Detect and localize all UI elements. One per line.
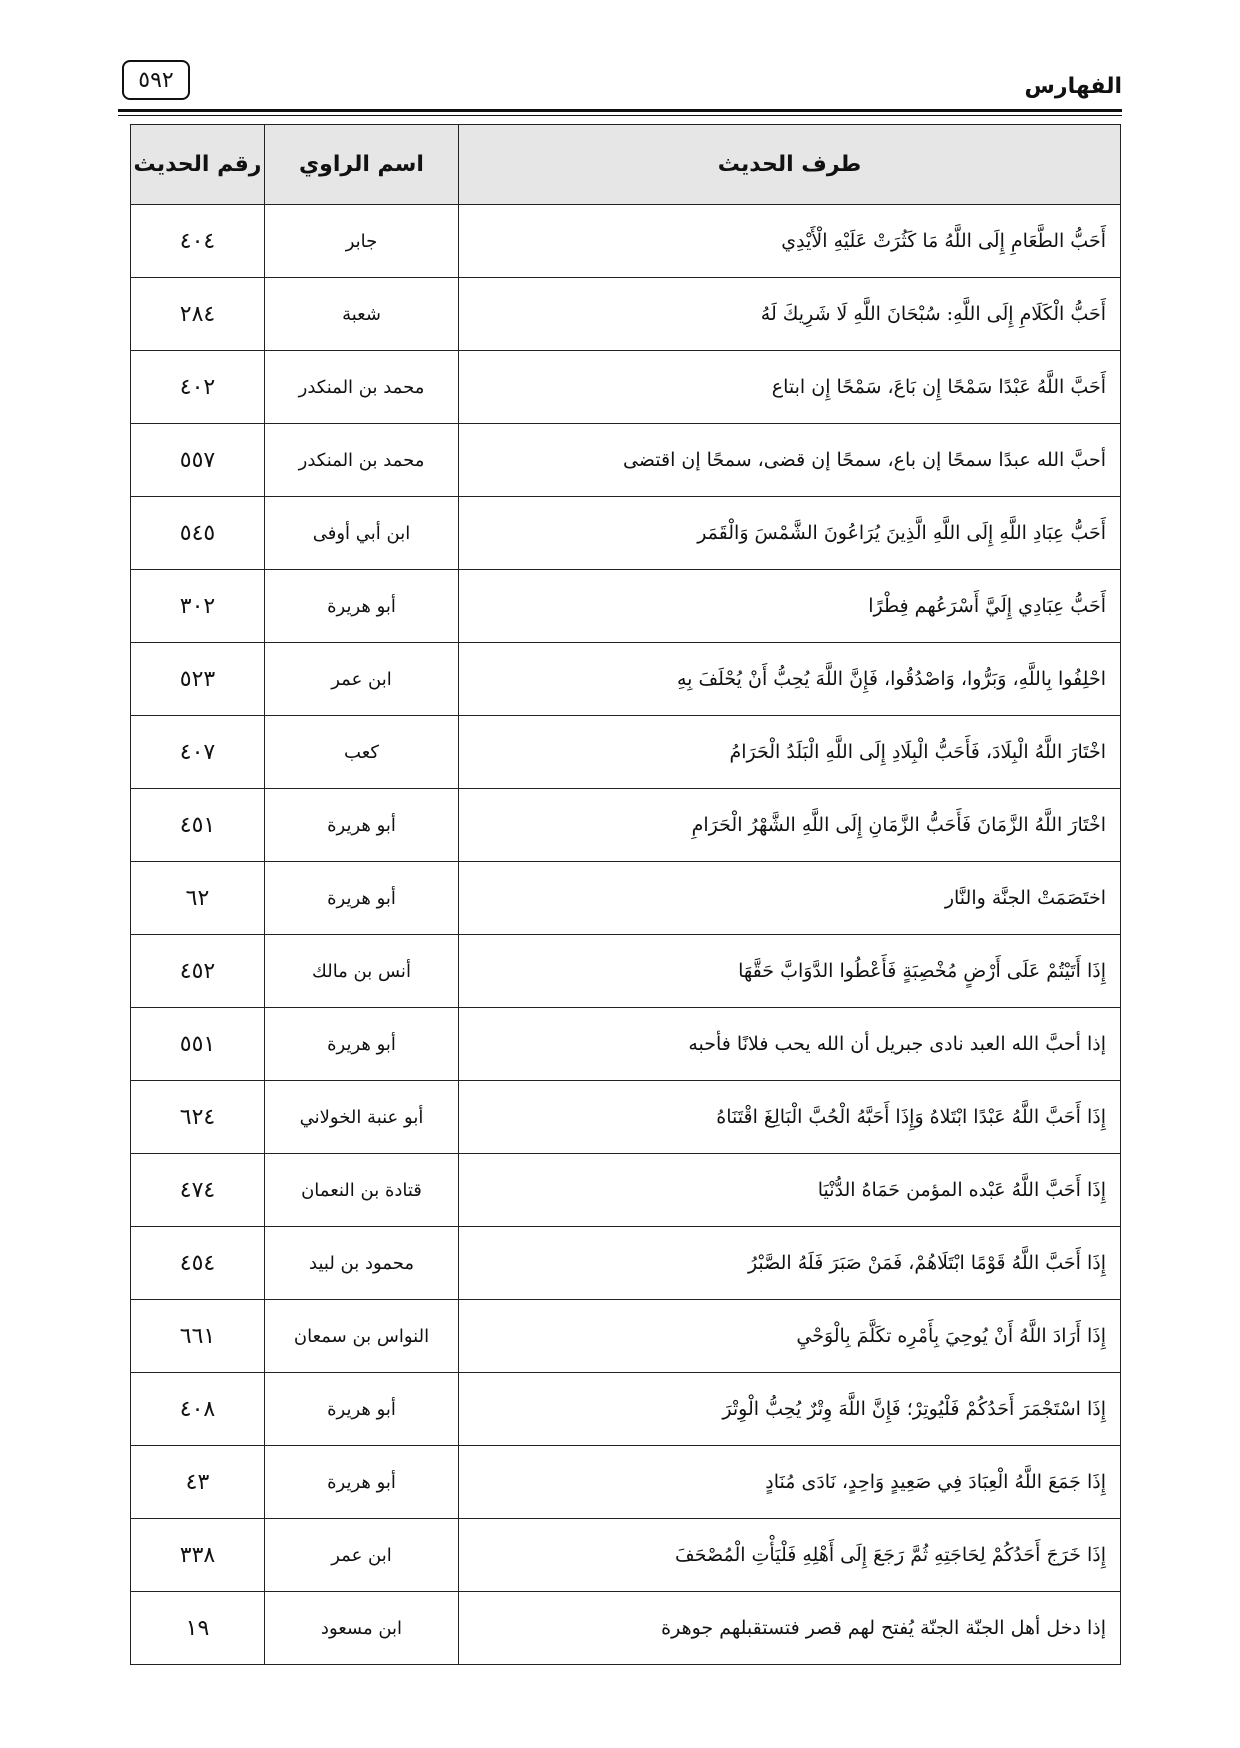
narrator-cell: محمد بن المنكدر	[265, 424, 459, 497]
table-row	[131, 1227, 1121, 1300]
narrator-cell: ابن عمر	[265, 643, 459, 716]
table-row	[131, 1446, 1121, 1519]
hadith-text-cell: أَحَبُّ الطَّعَامِ إِلَى اللَّهُ مَا كَثُرَتْ عَلَيْهِ الْأَيْدِي	[459, 205, 1121, 278]
table-row	[131, 205, 1121, 278]
table-body	[131, 205, 1121, 1665]
table-row	[131, 1008, 1121, 1081]
hadith-number-cell: ٤٣	[131, 1446, 265, 1519]
narrator-cell: أبو هريرة	[265, 570, 459, 643]
narrator-cell: ابن مسعود	[265, 1592, 459, 1665]
hadith-text-cell: إذا دخل أهل الجنّة الجنّة يُفتح لهم قصر فتستقبلهم جوهرة	[459, 1592, 1121, 1665]
table-row	[131, 1300, 1121, 1373]
narrator-cell: النواس بن سمعان	[265, 1300, 459, 1373]
narrator-cell: جابر	[265, 205, 459, 278]
hadith-number-cell: ٤٥٤	[131, 1227, 265, 1300]
hadith-number-cell: ٤٠٢	[131, 351, 265, 424]
header-narrator: اسم الراوي	[265, 125, 459, 205]
hadith-number-cell: ٣٣٨	[131, 1519, 265, 1592]
hadith-text-cell: احْلِفُوا بِاللَّهِ، وَبَرُّوا، وَاصْدُقُوا، فَإِنَّ اللَّهَ يُحِبُّ أَنْ يُحْلَفَ بِهِ	[459, 643, 1121, 716]
hadith-text-cell: أَحَبُّ عِبَادِي إِلَيَّ أَسْرَعُهم فِطْرًا	[459, 570, 1121, 643]
narrator-cell: ابن عمر	[265, 1519, 459, 1592]
table-row	[131, 716, 1121, 789]
hadith-number-cell: ٦٢٤	[131, 1081, 265, 1154]
narrator-cell: شعبة	[265, 278, 459, 351]
hadith-number-cell: ٤٠٨	[131, 1373, 265, 1446]
hadith-text-cell: أحبَّ الله عبدًا سمحًا إن باع، سمحًا إن قضى، سمحًا إن اقتضى	[459, 424, 1121, 497]
hadith-number-cell: ٥٥٧	[131, 424, 265, 497]
hadith-number-cell: ٤٥٢	[131, 935, 265, 1008]
header-rule-thick	[118, 109, 1122, 112]
hadith-number-cell: ٤٠٧	[131, 716, 265, 789]
narrator-cell: كعب	[265, 716, 459, 789]
hadith-number-cell: ٥٤٥	[131, 497, 265, 570]
table-row	[131, 1373, 1121, 1446]
narrator-cell: أبو هريرة	[265, 1373, 459, 1446]
hadith-number-cell: ١٩	[131, 1592, 265, 1665]
narrator-cell: أبو عنبة الخولاني	[265, 1081, 459, 1154]
header-rule-thin	[118, 115, 1122, 116]
hadith-text-cell: أَحَبُّ عِبَادِ اللَّهِ إِلَى اللَّهِ الَّذِينَ يُرَاعُونَ الشَّمْسَ وَالْقَمَر	[459, 497, 1121, 570]
table-row	[131, 643, 1121, 716]
table-row	[131, 1154, 1121, 1227]
hadith-text-cell: أَحَبَّ اللَّهُ عَبْدًا سَمْحًا إِن بَاعَ، سَمْحًا إِن ابتاع	[459, 351, 1121, 424]
hadith-number-cell: ٤٥١	[131, 789, 265, 862]
narrator-cell: أبو هريرة	[265, 1008, 459, 1081]
table-row	[131, 1592, 1121, 1665]
hadith-text-cell: إِذَا أَحَبَّ اللَّهُ عَبْده المؤمن حَمَاهُ الدُّنْيَا	[459, 1154, 1121, 1227]
table-row	[131, 351, 1121, 424]
narrator-cell: ابن أبي أوفى	[265, 497, 459, 570]
hadith-number-cell: ٥٥١	[131, 1008, 265, 1081]
table-row	[131, 570, 1121, 643]
hadith-text-cell: إِذَا أَحَبَّ اللَّهُ قَوْمًا ابْتَلَاهُمْ، فَمَنْ صَبَرَ فَلَهُ الصَّبْرُ	[459, 1227, 1121, 1300]
hadith-text-cell: إِذَا أَرَادَ اللَّهُ أَنْ يُوحِيَ بِأَمْرِه تكَلَّمَ بِالْوَحْيِ	[459, 1300, 1121, 1373]
hadith-text-cell: إذا أحبَّ الله العبد نادى جبريل أن الله يحب فلانًا فأحبه	[459, 1008, 1121, 1081]
narrator-cell: أبو هريرة	[265, 862, 459, 935]
header-hadith-text: طرف الحديث	[459, 125, 1121, 205]
narrator-cell: أبو هريرة	[265, 1446, 459, 1519]
header-hadith-number: رقم الحديث	[131, 125, 265, 205]
hadith-text-cell: اخْتَارَ اللَّهُ الزَّمَانَ فَأَحَبُّ الزَّمَانِ إِلَى اللَّهِ الشَّهْرُ الْحَرَامِ	[459, 789, 1121, 862]
narrator-cell: أنس بن مالك	[265, 935, 459, 1008]
hadith-number-cell: ٣٠٢	[131, 570, 265, 643]
hadith-text-cell: إِذَا خَرَجَ أَحَدُكُمْ لِحَاجَتِهِ ثُمَّ رَجَعَ إِلَى أَهْلِهِ فَلْيَأْتِ الْمُصْحَفَ	[459, 1519, 1121, 1592]
hadith-number-cell: ٥٢٣	[131, 643, 265, 716]
hadith-number-cell: ٦٦١	[131, 1300, 265, 1373]
hadith-number-cell: ٢٨٤	[131, 278, 265, 351]
hadith-index-table	[130, 124, 1121, 1665]
table-row	[131, 497, 1121, 570]
hadith-number-cell: ٤٠٤	[131, 205, 265, 278]
hadith-text-cell: إِذَا أَتَيْتُمْ عَلَى أَرْضٍ مُخْصِبَةٍ فَأَعْطُوا الدَّوَابَّ حَقَّهَا	[459, 935, 1121, 1008]
narrator-cell: أبو هريرة	[265, 789, 459, 862]
table-row	[131, 278, 1121, 351]
table-row	[131, 1519, 1121, 1592]
table-row	[131, 935, 1121, 1008]
hadith-text-cell: اخْتَارَ اللَّهُ الْبِلَادَ، فَأَحَبُّ الْبِلَادِ إِلَى اللَّهِ الْبَلَدُ الْحَرَامُ	[459, 716, 1121, 789]
table-row	[131, 1081, 1121, 1154]
hadith-number-cell: ٦٢	[131, 862, 265, 935]
narrator-cell: محمد بن المنكدر	[265, 351, 459, 424]
table-row	[131, 424, 1121, 497]
hadith-text-cell: إِذَا أَحَبَّ اللَّهُ عَبْدًا ابْتَلاهُ وَإِذَا أَحَبَّهُ الْحُبَّ الْبَالِغَ اقْتَنَاهُ	[459, 1081, 1121, 1154]
table-row	[131, 862, 1121, 935]
hadith-text-cell: أَحَبُّ الْكَلَامِ إِلَى اللَّهِ: سُبْحَانَ اللَّهِ لَا شَرِيكَ لَهُ	[459, 278, 1121, 351]
hadith-text-cell: اختَصَمَتْ الجنَّة والنَّار	[459, 862, 1121, 935]
table-row	[131, 789, 1121, 862]
section-title: الفهارس	[1024, 74, 1122, 99]
hadith-text-cell: إِذَا جَمَعَ اللَّهُ الْعِبَادَ فِي صَعِيدٍ وَاحِدٍ، نَادَى مُنَادٍ	[459, 1446, 1121, 1519]
page-number: ٥٩٢	[122, 60, 190, 100]
hadith-text-cell: إِذَا اسْتَجْمَرَ أَحَدُكُمْ فَلْيُوتِرْ؛ فَإِنَّ اللَّهَ وِتْرٌ يُحِبُّ الْوِتْرَ	[459, 1373, 1121, 1446]
narrator-cell: قتادة بن النعمان	[265, 1154, 459, 1227]
hadith-number-cell: ٤٧٤	[131, 1154, 265, 1227]
table-header-row	[131, 125, 1121, 205]
narrator-cell: محمود بن لبيد	[265, 1227, 459, 1300]
